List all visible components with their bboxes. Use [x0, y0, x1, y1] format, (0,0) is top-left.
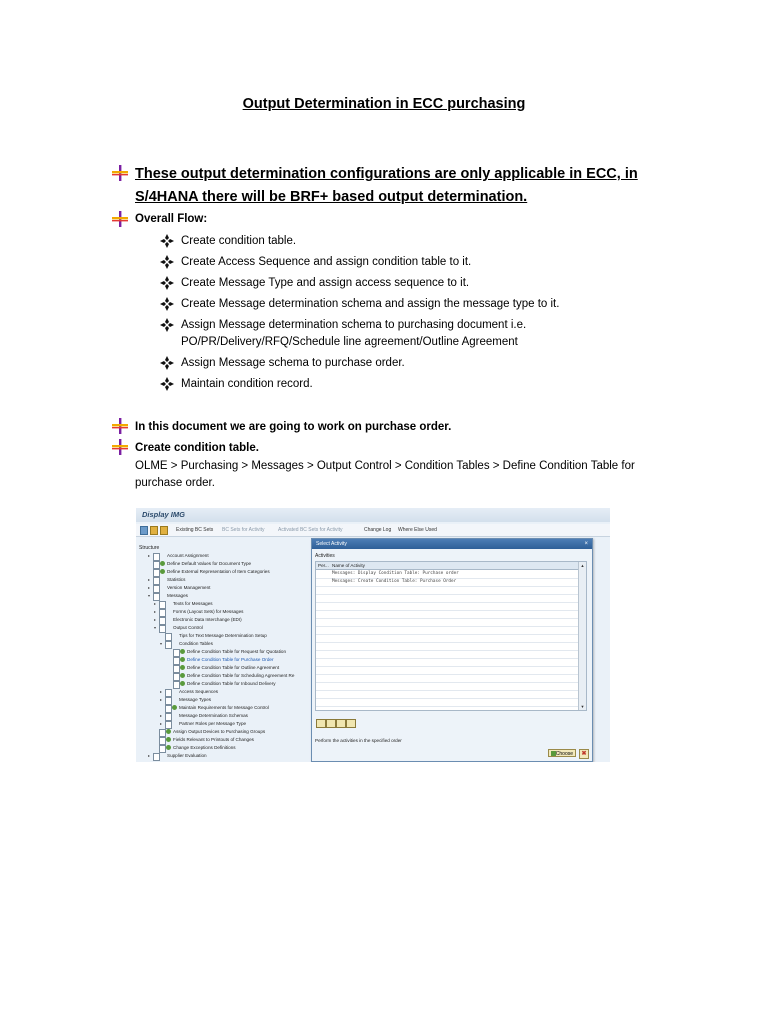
table-row: [316, 698, 578, 707]
create-table-heading: Create condition table.: [135, 442, 259, 454]
column-header-name[interactable]: Name of Activity: [332, 563, 365, 568]
change-log-button[interactable]: Change Log: [364, 527, 392, 533]
scroll-up-icon[interactable]: ▲: [580, 563, 585, 568]
existing-bc-sets-button[interactable]: Existing BC Sets: [176, 527, 214, 533]
close-icon[interactable]: ×: [584, 541, 588, 547]
choose-button[interactable]: Choose: [548, 749, 576, 757]
bc-sets-for-activity-button[interactable]: BC Sets for Activity: [222, 527, 265, 533]
dialog-footer-text: Perform the activities in the specified order: [315, 738, 402, 743]
toolbar-icon[interactable]: [150, 526, 158, 535]
scrollbar[interactable]: [578, 562, 586, 710]
diamond-bullet-icon: [160, 255, 174, 269]
img-path-text: OLME > Purchasing > Messages > Output Control > Condition Tables > Define Condition Table for purchase order.: [135, 460, 635, 489]
activities-label: Activities: [315, 553, 335, 559]
toolbar-icon[interactable]: [316, 719, 326, 728]
activated-bc-sets-button[interactable]: Activated BC Sets for Activity: [278, 527, 343, 533]
toolbar-icon[interactable]: [326, 719, 336, 728]
bullet-cross-icon: [112, 211, 128, 227]
dialog-title: Select Activity: [312, 539, 592, 549]
toolbar-icon[interactable]: [346, 719, 356, 728]
checkmark-icon: [551, 751, 556, 756]
where-else-used-button[interactable]: Where Else Used: [398, 527, 437, 533]
cancel-button[interactable]: ✖: [579, 749, 589, 759]
document-title: Output Determination in ECC purchasing: [242, 96, 526, 112]
scroll-down-icon[interactable]: ▼: [580, 704, 585, 709]
img-tree: ▸ Account Assignment Define Default Values for Document Type Define External Representation of Item Categories ▸ Statistics ▸ Version Management ▾ Messages ▸ Texts for Messages ▸ Forms (Layout Sets) for Messages ▸ Electronic Data Interchange (EDI) ▾ Output Control Tips for Text Message Determination Setup ▾ Condition Tables Define Condition Table for Request for Quotation Define Condition Table for Purchase Order Define Condition Table for Outline Agreement Define Condition Table for Scheduling Agreement Re Define Condition Table for Inbound Delivery ▸ Access Sequences ▸ Message Types Maintain Requirements for Message Control ▸ Message Determination Schemas ▸ Partner Roles per Message Type Assign Output Devices to Purchasing Groups Fields Relevant to Printouts of Changes Change Exceptions Definitions ▸ Supplier Evaluation: [136, 552, 312, 762]
sap-screenshot: [136, 508, 610, 762]
select-activity-dialog: [311, 538, 593, 762]
column-header-per[interactable]: Per...: [318, 563, 329, 568]
toolbar-icon[interactable]: [160, 526, 168, 535]
bullet-cross-icon: [112, 165, 128, 181]
activities-table: [315, 561, 587, 711]
bullet-cross-icon: [112, 439, 128, 455]
diamond-bullet-icon: [160, 297, 174, 311]
table-row[interactable]: Messages: Display Condition Table: Purchase order: [316, 570, 578, 579]
toolbar-icon[interactable]: [140, 526, 148, 535]
overall-flow-heading: Overall Flow:: [135, 213, 208, 225]
bullet-cross-icon: [112, 418, 128, 434]
table-row[interactable]: Messages: Create Condition Table: Purchase Order: [316, 578, 578, 587]
toolbar-icon[interactable]: [336, 719, 346, 728]
structure-label: Structure: [139, 545, 160, 551]
toolbar: [136, 524, 610, 537]
diamond-bullet-icon: [160, 318, 174, 332]
po-heading: In this document we are going to work on purchase order.: [135, 421, 452, 433]
window-title: Display IMG: [136, 508, 610, 522]
diamond-bullet-icon: [160, 356, 174, 370]
diamond-bullet-icon: [160, 377, 174, 391]
diamond-bullet-icon: [160, 276, 174, 290]
diamond-bullet-icon: [160, 234, 174, 248]
main-heading: These output determination configurations are only applicable in ECC, in S/4HANA there will be BRF+ based output determination.: [135, 166, 638, 205]
table-header: [316, 562, 578, 570]
